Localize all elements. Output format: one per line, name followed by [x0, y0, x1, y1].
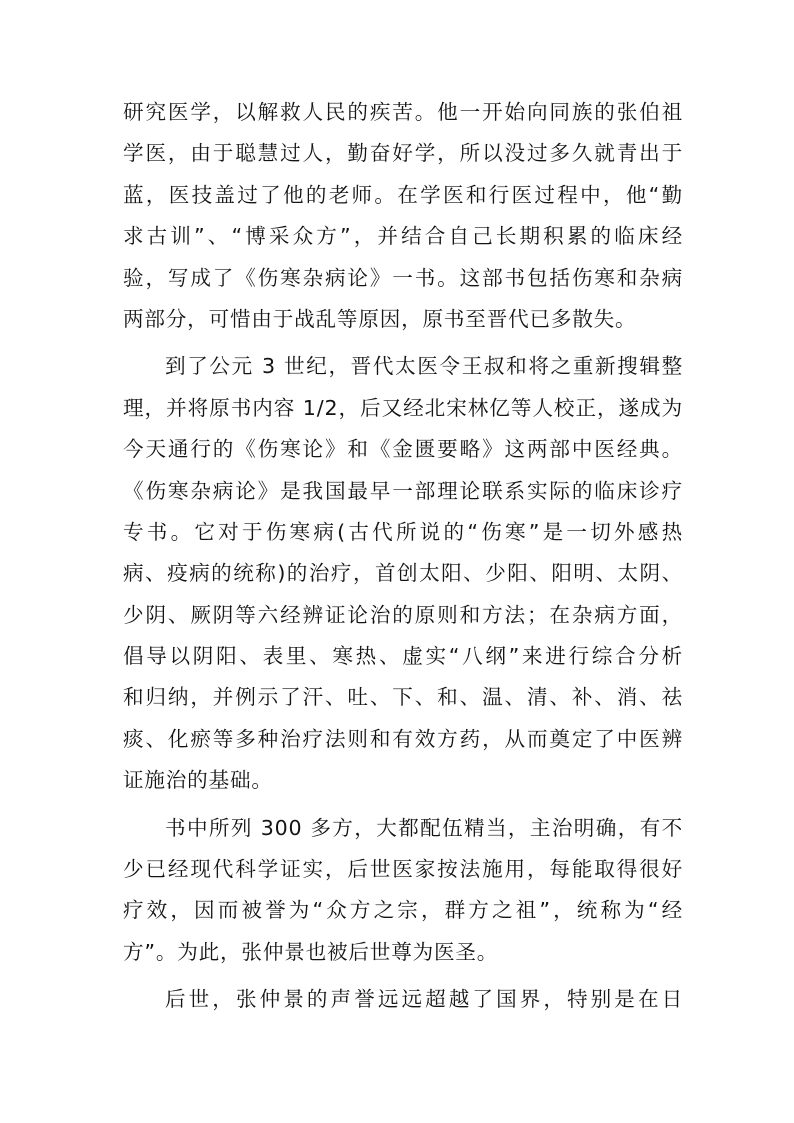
text-line: 痰、化瘀等多种治疗法则和有效方药，从而奠定了中医辨: [123, 726, 683, 751]
text-line: 和归纳，并例示了汗、吐、下、和、温、清、补、消、祛: [123, 685, 683, 710]
text-line: 理，并将原书内容 1/2，后又经北宋林亿等人校正，遂成为: [123, 395, 683, 420]
text-line: 今天通行的《伤寒论》和《金匮要略》这两部中医经典。: [123, 437, 683, 462]
text-line: 书中所列 300 多方，大都配伍精当，主治明确，有不: [165, 815, 683, 840]
text-line: 疗效，因而被誉为“众方之宗，群方之祖”，统称为“经: [123, 898, 683, 923]
text-line: 验，写成了《伤寒杂病论》一书。这部书包括伤寒和杂病: [123, 265, 683, 290]
text-line: 求古训”、“博采众方”，并结合自己长期积累的临床经: [123, 224, 683, 249]
text-line: 研究医学，以解救人民的疾苦。他一开始向同族的张伯祖: [123, 100, 683, 124]
body-text: [123, 92, 683, 1021]
text-line: 少阴、厥阴等六经辨证论治的原则和方法；在杂病方面，: [123, 602, 683, 627]
text-line: 《伤寒杂病论》是我国最早一部理论联系实际的临床诊疗: [123, 478, 683, 503]
text-line: 后世，张仲景的声誉远远超越了国界，特别是在日: [165, 987, 683, 1012]
text-line: 两部分，可惜由于战乱等原因，原书至晋代已多散失。: [123, 306, 637, 331]
text-line: 到了公元 3 世纪，晋代太医令王叔和将之重新搜辑整: [165, 354, 683, 379]
text-line: 专书。它对于伤寒病(古代所说的“伤寒”是一切外感热: [123, 519, 683, 544]
text-line: 少已经现代科学证实，后世医家按法施用，每能取得很好: [123, 857, 683, 882]
text-line: 证施治的基础。: [123, 768, 273, 793]
text-line: 病、疫病的统称)的治疗，首创太阳、少阳、阳明、太阴、: [123, 561, 683, 586]
text-line: 学医，由于聪慧过人，勤奋好学，所以没过多久就青出于: [123, 141, 683, 166]
text-line: 倡导以阴阳、表里、寒热、虚实“八纲”来进行综合分析: [123, 644, 683, 669]
text-line: 方”。为此，张仲景也被后世尊为医圣。: [123, 939, 499, 964]
text-line: 蓝，医技盖过了他的老师。在学医和行医过程中，他“勤: [123, 182, 683, 207]
